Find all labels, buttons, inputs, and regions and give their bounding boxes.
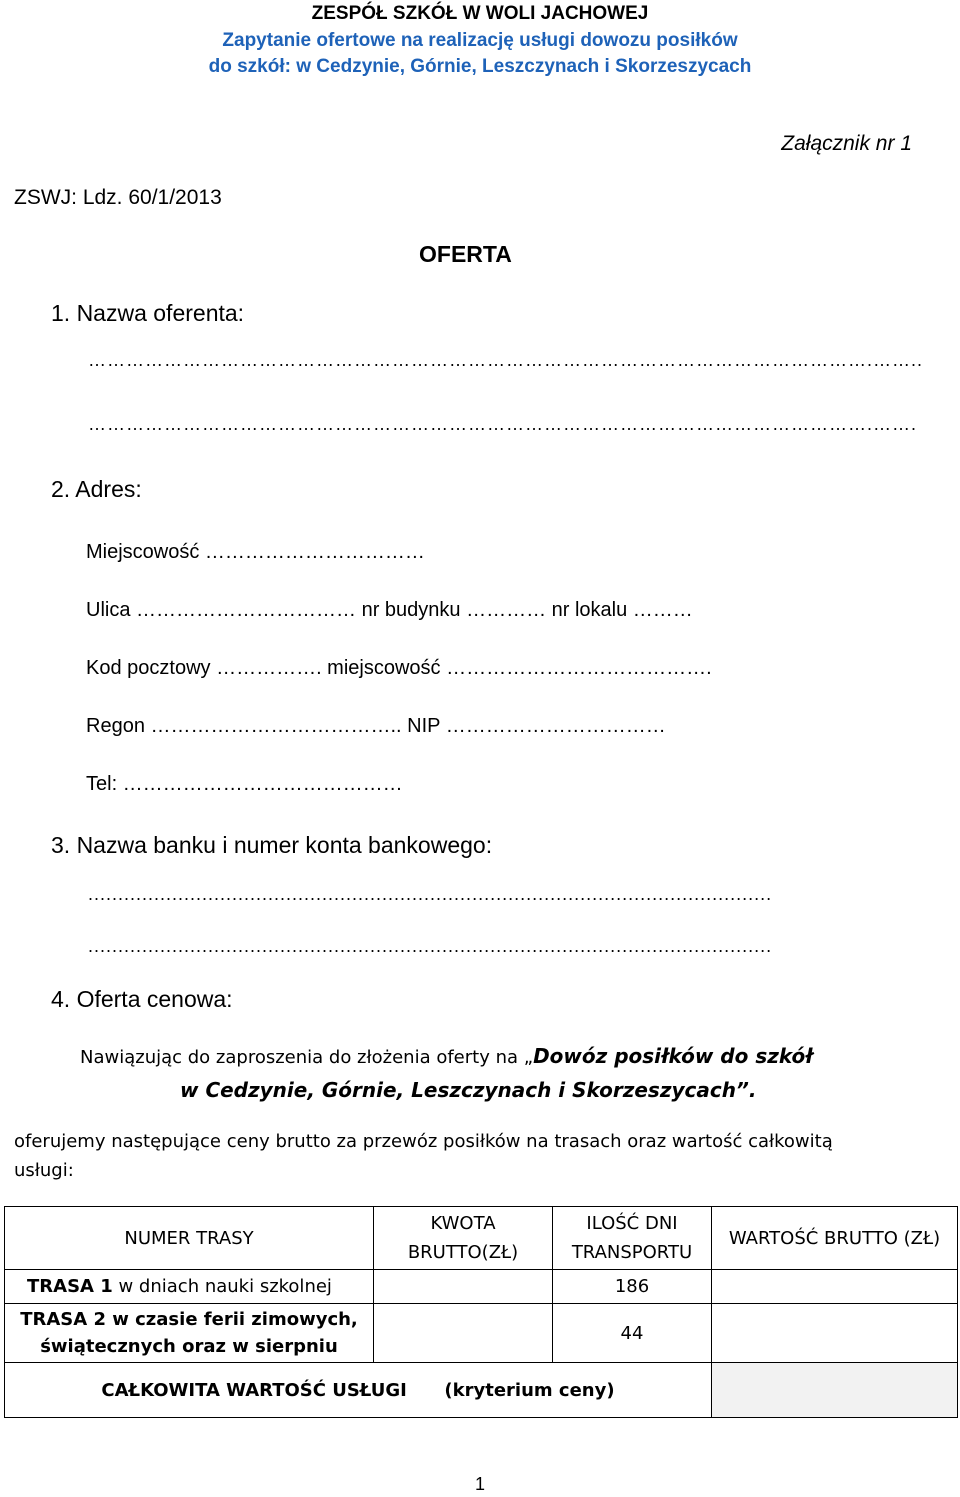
header-value: WARTOŚĆ BRUTTO (ZŁ) xyxy=(712,1207,958,1270)
route-1-value[interactable] xyxy=(712,1270,958,1304)
section2-label: 2. Adres: xyxy=(51,476,142,502)
reference-number: ZSWJ: Ldz. 60/1/2013 xyxy=(14,186,222,209)
table-header-row xyxy=(5,1207,958,1270)
form-title: OFERTA xyxy=(419,241,512,267)
section4-label: 4. Oferta cenowa: xyxy=(51,986,233,1012)
field-phone[interactable]: Tel: …………………………………… xyxy=(86,773,403,795)
bank-line-2[interactable]: .................................................................................................................. xyxy=(88,936,773,956)
route-1-days: 186 xyxy=(553,1270,712,1304)
page-number: 1 xyxy=(474,1474,485,1494)
annex-label: Załącznik nr 1 xyxy=(781,132,912,155)
offer-statement-line-1: oferujemy następujące ceny brutto za przewóz posiłków na trasach oraz wartość całkowitą xyxy=(14,1131,833,1152)
price-table xyxy=(4,1206,958,1418)
route-2-amount[interactable] xyxy=(374,1304,553,1363)
route-1-amount[interactable] xyxy=(374,1270,553,1304)
subject-line-1: Zapytanie ofertowe na realizację usługi dowozu posiłków xyxy=(222,30,738,51)
section3-label: 3. Nazwa banku i numer konta bankowego: xyxy=(51,832,493,858)
header-days: ILOŚĆ DNI TRANSPORTU xyxy=(553,1207,712,1270)
field-miejscowosc[interactable]: Miejscowość …………………………… xyxy=(86,541,425,563)
route-2-name: TRASA 2 w czasie ferii zimowych, świątecznych oraz w sierpniu xyxy=(5,1304,374,1363)
field-regon-nip[interactable]: Regon ……………………………….. NIP …………………………… xyxy=(86,715,666,737)
field-street[interactable]: Ulica …………………………… nr budynku ………… nr lokalu ……… xyxy=(86,599,693,621)
table-row xyxy=(5,1270,958,1304)
subject-line-2: do szkół: w Cedzynie, Górnie, Leszczynach i Skorzeszycach xyxy=(208,56,752,77)
route-1-name: TRASA 1 xyxy=(27,1276,113,1297)
service-name-line-1: Dowóz posiłków do szkół xyxy=(533,1044,813,1068)
offeror-name-line-2[interactable]: …………………………………………………………………………………………………………….……. xyxy=(88,414,918,434)
total-criterion: (kryterium ceny) xyxy=(444,1379,615,1401)
school-name: ZESPÓŁ SZKÓŁ W WOLI JACHOWEJ xyxy=(311,3,649,24)
service-name-line-2: w Cedzynie, Górnie, Leszczynach i Skorzeszycach”. xyxy=(180,1078,757,1102)
route-2-value[interactable] xyxy=(712,1304,958,1363)
section1-label: 1. Nazwa oferenta: xyxy=(51,300,245,326)
bank-line-1[interactable]: .................................................................................................................. xyxy=(88,884,773,904)
route-1-cell xyxy=(5,1270,374,1304)
route-1-desc: w dniach nauki szkolnej xyxy=(112,1276,332,1297)
route-2-days: 44 xyxy=(553,1304,712,1363)
field-postal-code[interactable]: Kod pocztowy ……………. miejscowość …………………………………. xyxy=(86,657,712,679)
offer-statement-line-2: usługi: xyxy=(14,1160,74,1181)
offer-intro-text: Nawiązując do zaproszenia do złożenia oferty na „ xyxy=(80,1047,534,1068)
header-amount: KWOTA BRUTTO(ZŁ) xyxy=(374,1207,553,1270)
table-row xyxy=(5,1304,958,1363)
table-total-row xyxy=(5,1363,958,1418)
total-label: CAŁKOWITA WARTOŚĆ USŁUGI xyxy=(101,1379,407,1401)
offeror-name-line-1[interactable]: …………………………………………………………………………………………………………….…….. xyxy=(88,350,924,370)
header-route: NUMER TRASY xyxy=(5,1207,374,1270)
total-label-cell xyxy=(5,1363,712,1418)
offer-intro-line xyxy=(80,1044,813,1068)
total-value[interactable] xyxy=(712,1363,958,1418)
